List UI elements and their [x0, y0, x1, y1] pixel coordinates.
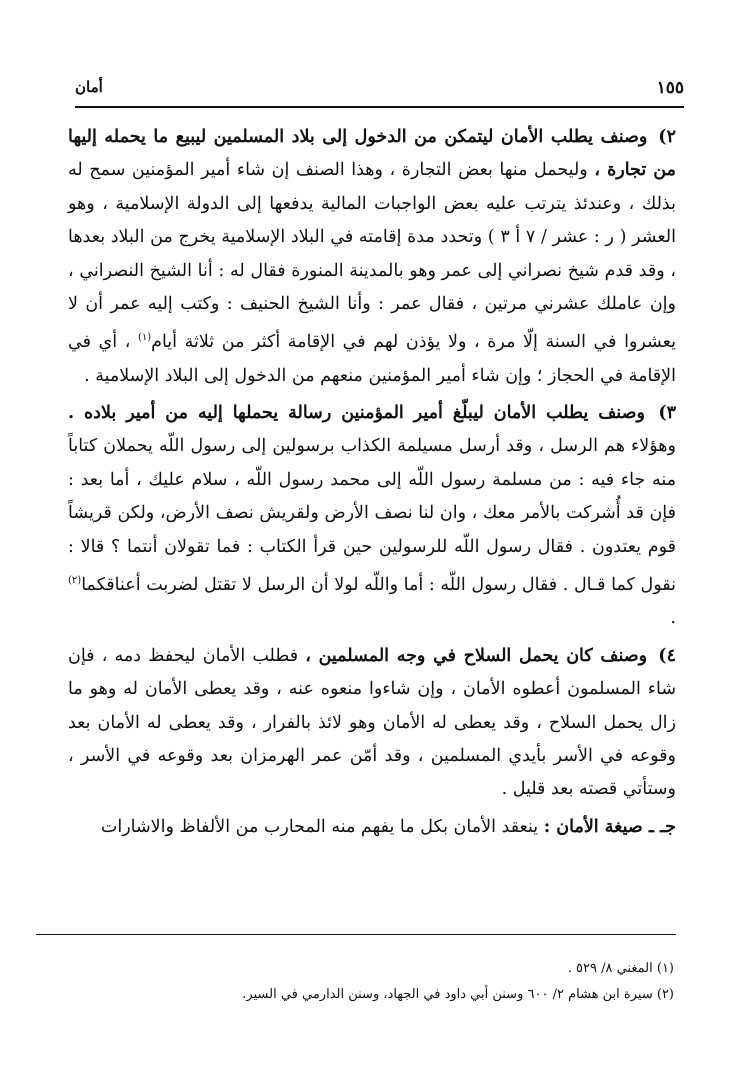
page-header [75, 74, 684, 110]
footnote-mark: (١) [137, 332, 152, 344]
section-heading-paragraph [68, 811, 676, 844]
running-title: أمان [75, 78, 103, 96]
item-number: ٤) [658, 645, 676, 666]
page-number: ١٥٥ [656, 78, 684, 98]
footnote-rule [36, 934, 676, 935]
item-text: وليحمل منها بعض التجارة ، وهذا الصنف إن شاء أمير المؤمنين سمح له بذلك ، وعندئذ يترتب عليه بعض الواجبات المالية يدفعها إلى الدولة الإسلامية ، وهو العشر ( ر : عشر / ٧ أ ٣ ) وتحدد مدة إقامته في البلاد الإسلامية يخرج من البلاد بعدها ، وقد قدم شيخ نصراني إلى عمر وهو بالمدينة المنورة فقال له : أنا الشيخ النصراني ، وإن عاملك عشرني مرتين ، فقال عمر : وأنا الشيخ الحنيف : وكتب إليه عمر أن لا يعشروا في السنة إلّا مرة ، ولا يؤذن لهم في الإقامة أكثر من ثلاثة أيام [68, 160, 677, 353]
footnote-2: (٢) سيرة ابن هشام ٢/ ٦٠٠ وسنن أبي داود في الجهاد، وسنن الدارمي في السير. [242, 987, 674, 1002]
item-tail: . [670, 608, 676, 629]
list-item-3 [68, 397, 676, 636]
item-tail: ، أي في الإقامة في الحجاز ؛ وإن شاء أمير المؤمنين منعهم من الدخول إلى البلاد الإسلامية . [68, 332, 676, 386]
item-number: ٣) [658, 403, 676, 424]
body-text [68, 121, 676, 848]
item-lead: وصنف كان يحمل السلاح في وجه المسلمين ، [305, 645, 648, 666]
item-text: فطلب الأمان ليحفظ دمه ، فإن شاء المسلمون أعطوه الأمان ، وإن شاءوا منعوه عنه ، وقد يعطى الأمان له وهو ما زال يحمل السلاح ، وقد يعطى له الأمان وهو لائذ بالفرار ، وقد يعطى له الأمان بعد وقوعه في الأسر بأيدي المسلمين ، وقد أمّن عمر الهرمزان بعد وقوعه في الأسر ، وستأتي قصته بعد قليل . [68, 645, 676, 800]
item-lead: وصنف يطلب الأمان ليبلّغ أمير المؤمنين رسالة يحملها إليه من أمير بلاده . [68, 403, 645, 424]
list-item-2 [68, 121, 676, 393]
footnote-1: (١) المغني ٨/ ٥٢٩ . [567, 961, 674, 976]
item-number: ٢) [658, 127, 676, 147]
item-text: وهؤلاء هم الرسل ، وقد أرسل مسيلمة الكذاب برسولين إلى رسول اللّه يحملان كتاباً منه جاء فيه : من مسلمة رسول اللّه إلى محمد رسول اللّه ، سلام عليك ، أما بعد : فإن قد أُشركت بالأمر معك ، وان لنا نصف الأرض ولقريش نصف الأرض، ولكن قريشاً قوم يعتدون . فقال رسول اللّه للرسولين حين قرأ الكتاب : فما تقولان أنتما ؟ قالا : نقول كما قـال . فقال رسول اللّه : أما واللّه لولا أن الرسل لا تقتل لضربت أعناقكما [68, 436, 676, 595]
footnotes [70, 956, 674, 1008]
item-lead: وصنف يطلب الأمان ليتمكن من الدخول إلى بلاد المسلمين ليبيع ما يحمله إليها من تجارة ، [68, 127, 676, 181]
header-rule [75, 106, 684, 108]
section-heading: جـ ـ صيغة الأمان : [543, 816, 676, 837]
footnote-mark: (٢) [68, 575, 82, 587]
list-item-4 [68, 640, 676, 807]
section-text: ينعقد الأمان بكل ما يفهم منه المحارب من الألفاظ والاشارات [100, 816, 539, 837]
